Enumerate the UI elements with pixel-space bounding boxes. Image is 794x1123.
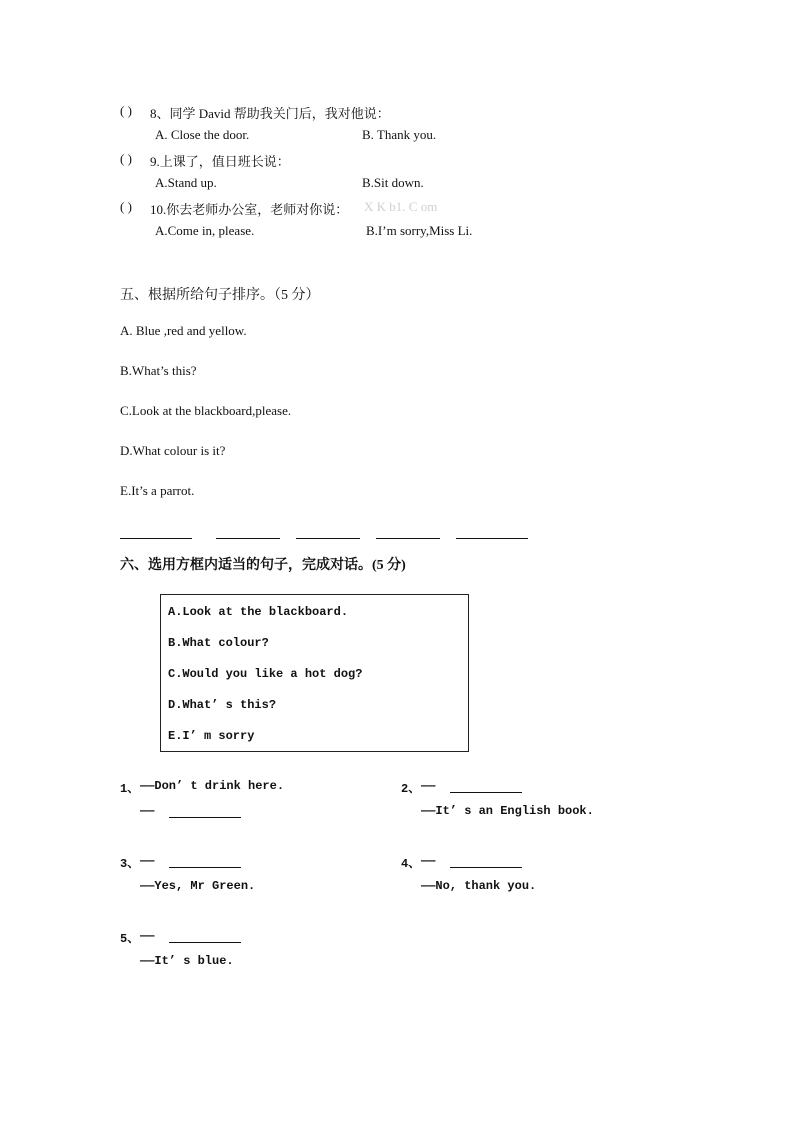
dialog-5-blank[interactable] xyxy=(169,942,241,943)
option-a: A.Stand up. xyxy=(155,175,217,190)
option-b: B.Sit down. xyxy=(362,175,424,190)
dialog-2-line2: ——It’ s an English book. xyxy=(421,804,594,818)
option-a: A. Close the door. xyxy=(155,127,250,142)
answer-paren[interactable]: ( ) xyxy=(120,103,132,118)
dialog-5-line2: ——It’ s blue. xyxy=(140,954,234,968)
dialog-4-line1: —— xyxy=(421,854,436,868)
box-option-b: B.What colour? xyxy=(168,636,269,650)
sentence-e: E.It’s a parrot. xyxy=(120,483,195,498)
dialog-4-number: 4、 xyxy=(401,857,421,871)
dialog-2-line1: —— xyxy=(421,779,436,793)
dialog-5-number: 5、 xyxy=(120,932,140,946)
sentence-a: A. Blue ,red and yellow. xyxy=(120,323,247,338)
question-text: 9.上课了，值日班长说： xyxy=(150,154,290,169)
order-blank-1[interactable] xyxy=(120,538,192,539)
sentence-d: D.What colour is it? xyxy=(120,443,226,458)
option-b: B.I’m sorry,Miss Li. xyxy=(366,223,473,238)
answer-paren[interactable]: ( ) xyxy=(120,199,132,214)
box-option-c: C.Would you like a hot dog? xyxy=(168,667,363,681)
box-option-d: D.What’ s this? xyxy=(168,698,277,712)
option-a: A.Come in, please. xyxy=(155,223,255,238)
sentence-c: C.Look at the blackboard,please. xyxy=(120,403,292,418)
section-6-title: 六、选用方框内适当的句子，完成对话。(5 分) xyxy=(120,558,406,573)
dialog-3-line2: ——Yes, Mr Green. xyxy=(140,879,256,893)
dialog-3-line1: —— xyxy=(140,854,155,868)
order-blank-2[interactable] xyxy=(216,538,280,539)
dialog-3-blank[interactable] xyxy=(169,867,241,868)
order-blank-5[interactable] xyxy=(456,538,528,539)
question-text: 8、同学 David 帮助我关门后，我对他说： xyxy=(150,106,390,121)
box-option-a: A.Look at the blackboard. xyxy=(168,605,349,619)
section-5-title: 五、根据所给句子排序。（5 分） xyxy=(120,288,320,303)
question-text: 10.你去老师办公室，老师对你说： xyxy=(150,202,349,217)
dialog-1-line2: —— xyxy=(140,804,155,818)
sentence-b: B.What’s this? xyxy=(120,363,197,378)
dialog-4-line2: ——No, thank you. xyxy=(421,879,537,893)
answer-paren[interactable]: ( ) xyxy=(120,151,132,166)
dialog-2-blank[interactable] xyxy=(450,792,522,793)
order-blank-4[interactable] xyxy=(376,538,440,539)
dialog-1-blank[interactable] xyxy=(169,817,241,818)
dialog-1-number: 1、 xyxy=(120,782,140,796)
order-blank-3[interactable] xyxy=(296,538,360,539)
option-b: B. Thank you. xyxy=(362,127,437,142)
dialog-5-line1: —— xyxy=(140,929,155,943)
box-option-e: E.I’ m sorry xyxy=(168,729,255,743)
dialog-2-number: 2、 xyxy=(401,782,421,796)
watermark-text: X K b1. C om xyxy=(364,199,438,214)
dialog-4-blank[interactable] xyxy=(450,867,522,868)
dialog-1-line1: ——Don’ t drink here. xyxy=(140,779,285,793)
dialog-3-number: 3、 xyxy=(120,857,140,871)
